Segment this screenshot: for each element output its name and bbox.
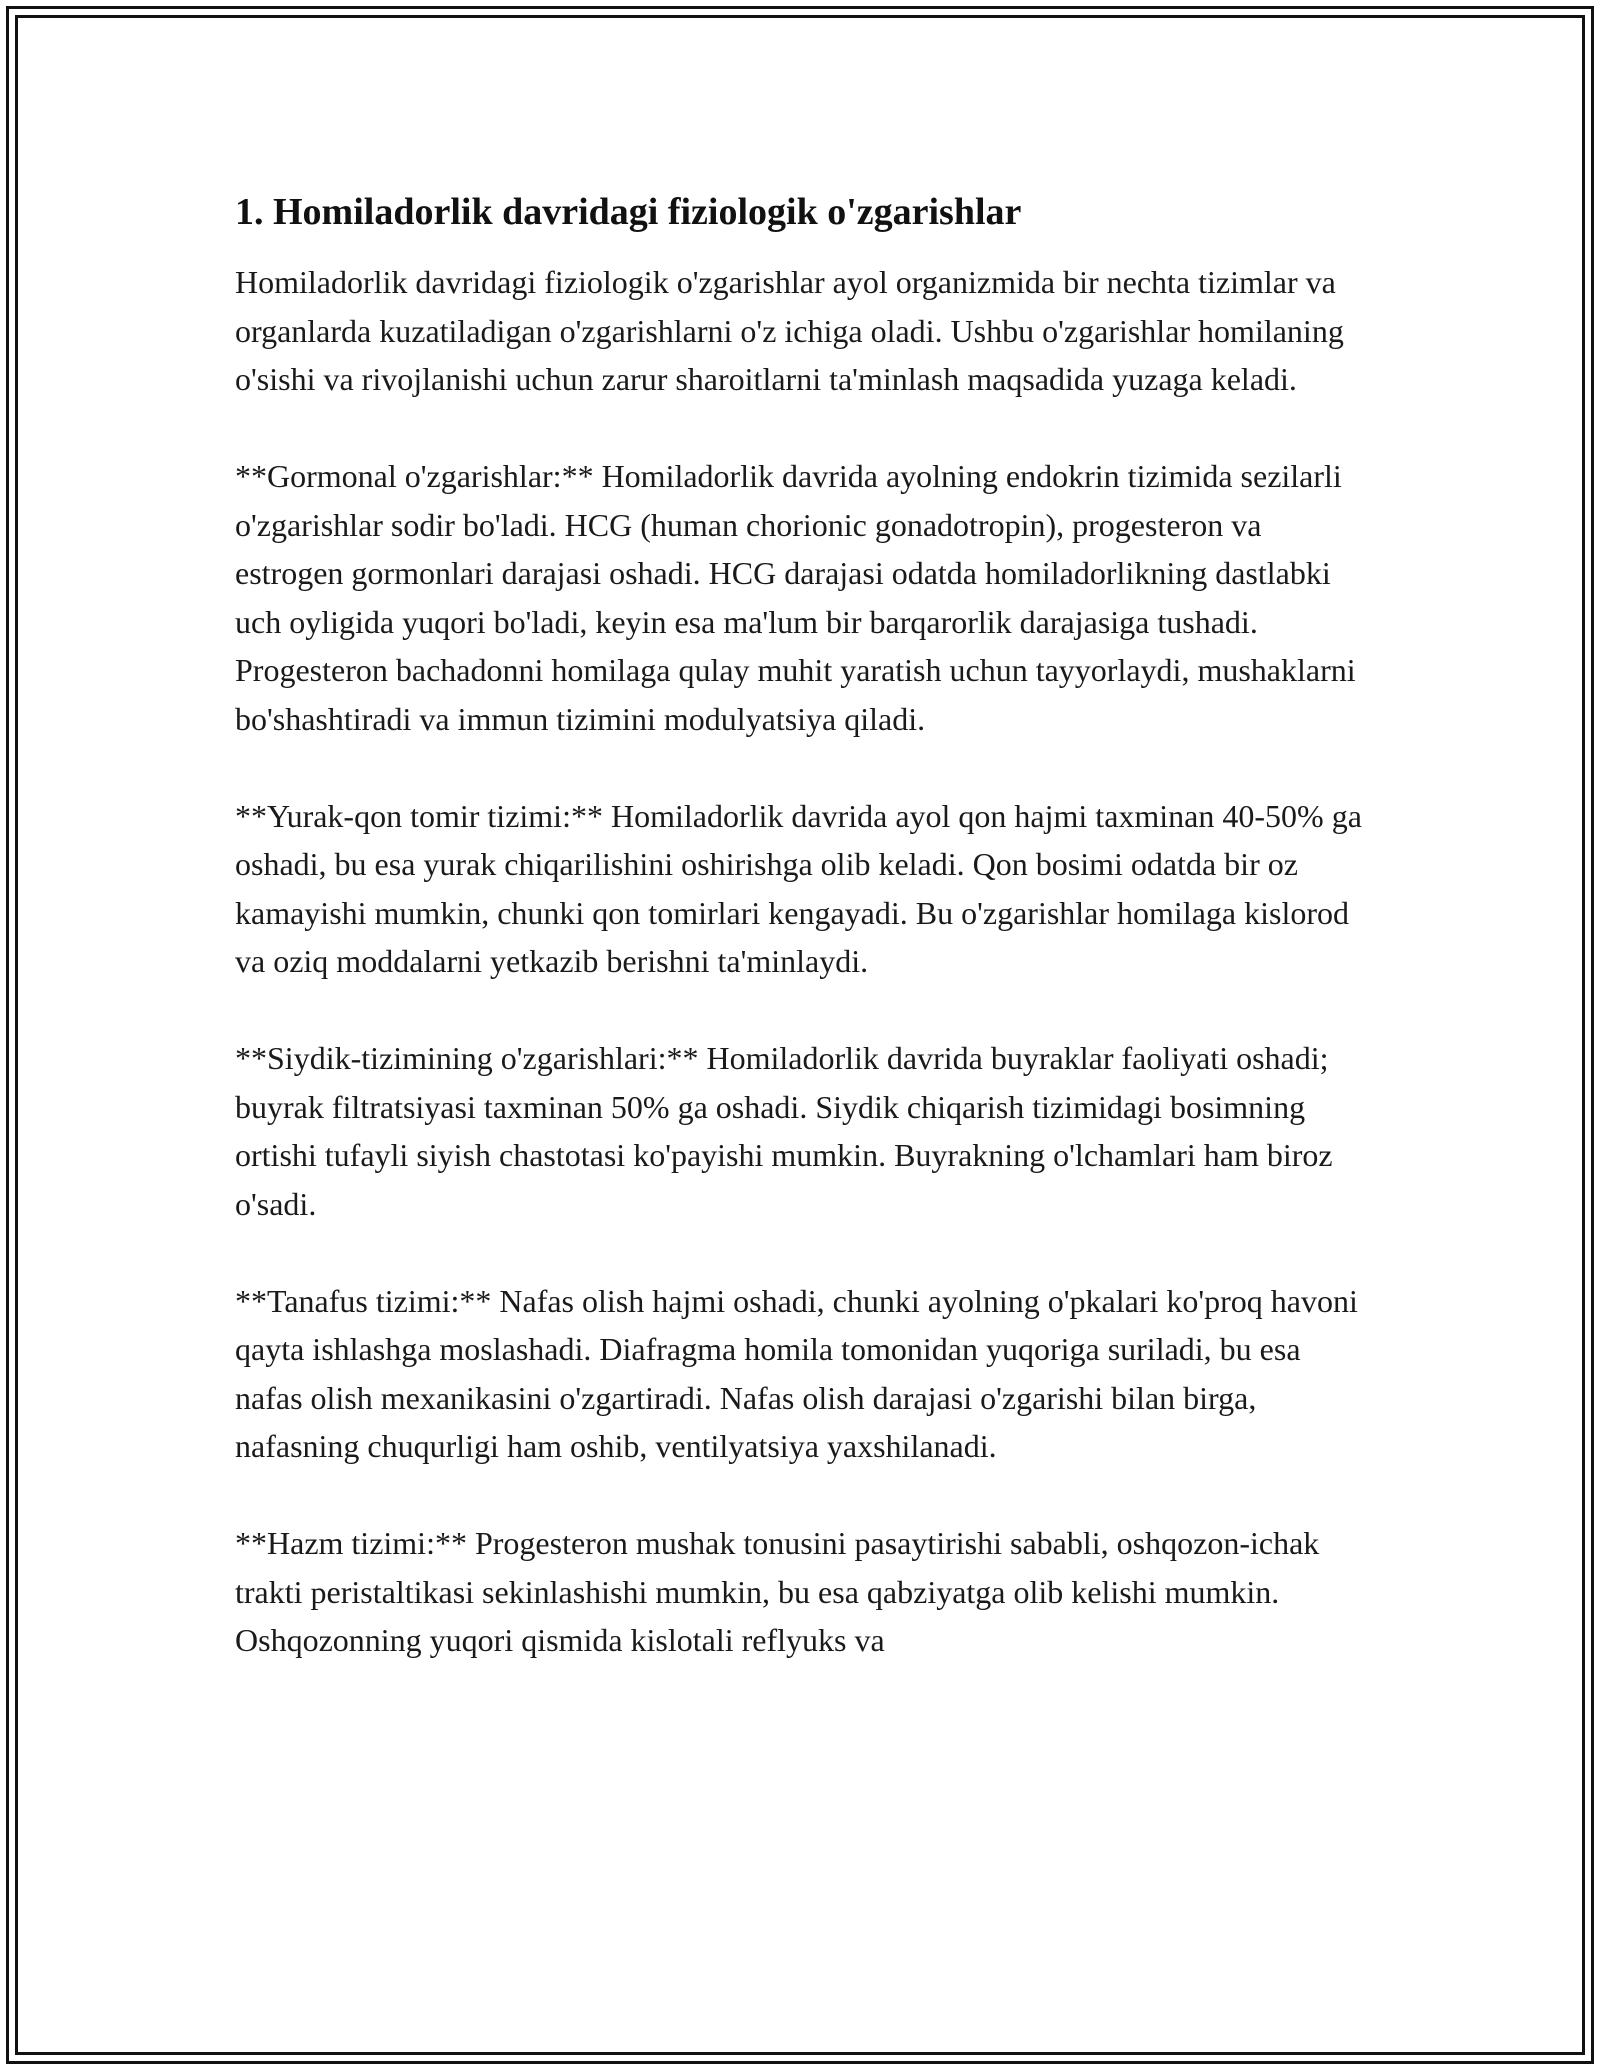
paragraph-cardiovascular: **Yurak-qon tomir tizimi:** Homiladorlik davrida ayol qon hajmi taxminan 40-50% ga oshadi, bu esa yurak chiqarilishini oshirishga olib keladi. Qon bosimi odatda bir oz kamayishi mumkin, chunki qon tomirlari kengayadi. Bu o'zgarishlar homilaga kislorod va oziq moddalarni yetkazib berishni ta'minlaydi.	[235, 797, 1362, 979]
paragraph-respiratory: **Tanafus tizimi:** Nafas olish hajmi oshadi, chunki ayolning o'pkalari ko'proq havoni qayta ishlashga moslashadi. Diafragma homila tomonidan yuqoriga suriladi, bu esa nafas olish mexanikasini o'zgartiradi. Nafas olish darajasi o'zgarishi bilan birga, nafasning chuqurligi ham oshib, ventilyatsiya yaxshilanadi.	[235, 1282, 1358, 1464]
section-heading: 1. Homiladorlik davridagi fiziologik o'zgarishlar	[235, 191, 1022, 233]
document-body	[235, 188, 1375, 1713]
paragraph-intro: Homiladorlik davridagi fiziologik o'zgarishlar ayol organizmida bir nechta tizimlar va organlarda kuzatiladigan o'zgarishlarni o'z ichiga oladi. Ushbu o'zgarishlar homilaning o'sishi va rivojlanishi uchun zarur sharoitlarni ta'minlash maqsadida yuzaga keladi.	[235, 264, 1344, 397]
paragraph-digestive: **Hazm tizimi:** Progesteron mushak tonusini pasaytirishi sababli, oshqozon-ichak trakti peristaltikasi sekinlashishi mumkin, bu esa qabziyatga olib kelishi mumkin. Oshqozonning yuqori qismida kislotali reflyuks va	[235, 1525, 1320, 1658]
paragraph-hormonal: **Gormonal o'zgarishlar:** Homiladorlik davrida ayolning endokrin tizimida sezilarli o'zgarishlar sodir bo'ladi. HCG (human chorionic gonadotropin), progesteron va estrogen gormonlari darajasi oshadi. HCG darajasi odatda homiladorlikning dastlabki uch oyligida yuqori bo'ladi, keyin esa ma'lum bir barqarorlik darajasiga tushadi. Progesteron bachadonni homilaga qulay muhit yaratish uchun tayyorlaydi, mushaklarni bo'shashtiradi va immun tizimini modulyatsiya qiladi.	[235, 458, 1356, 737]
paragraph-urinary: **Siydik-tizimining o'zgarishlari:** Homiladorlik davrida buyraklar faoliyati oshadi; buyrak filtratsiyasi taxminan 50% ga oshadi. Siydik chiqarish tizimidagi bosimning ortishi tufayli siyish chastotasi ko'payishi mumkin. Buyrakning o'lchamlari ham biroz o'sadi.	[235, 1040, 1333, 1222]
